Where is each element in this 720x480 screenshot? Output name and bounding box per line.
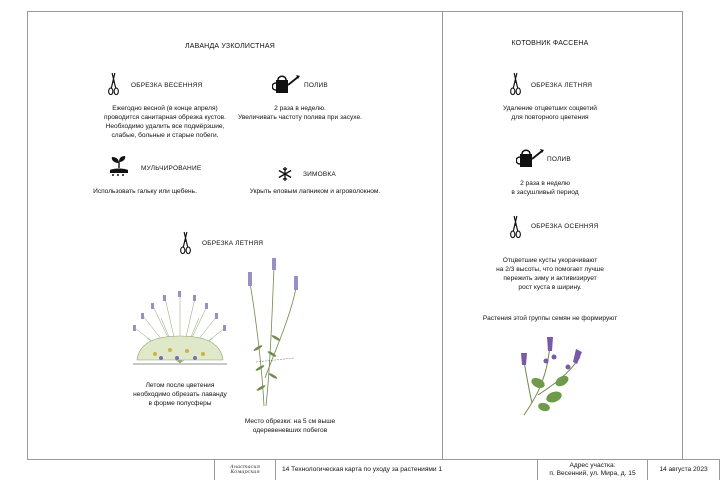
left-watering-text: 2 раза в неделю. Увеличивать частоту полива при засухе. (238, 105, 362, 121)
summer-pruning-caption-right: Место обрезки: на 5 см выше одеревеневших побегов (244, 418, 336, 434)
snowflake-icon (277, 166, 293, 182)
pruning-shears-icon (108, 72, 119, 96)
right-watering-text: 2 раза в неделю в засушливый период (511, 180, 579, 196)
lavender-sprig-illustration (236, 258, 306, 408)
sheet-date: 14 августа 2023 (647, 459, 720, 480)
pruning-shears-icon (510, 72, 521, 96)
column-divider (442, 11, 443, 459)
sprout-soil-icon (108, 154, 130, 176)
autumn-pruning-heading: ОБРЕЗКА ОСЕННЯЯ (531, 223, 599, 230)
watering-can-icon (516, 147, 544, 169)
sheet-title: 14 Технологическая карта по уходу за растениями 1 (275, 459, 537, 480)
mulching-heading: МУЛЬЧИРОВАНИЕ (141, 165, 202, 172)
right-watering-heading: ПОЛИВ (547, 156, 571, 163)
summer-pruning-heading: ОБРЕЗКА ЛЕТНЯЯ (202, 240, 264, 247)
catmint-illustration (518, 335, 590, 417)
autumn-pruning-text: Отцветшие кусты укорачивают на 2/3 высоты, что помогает лучше пережить зиму и активизирует рост куста в ширину. (496, 257, 604, 291)
wintering-heading: ЗИМОВКА (303, 171, 336, 178)
lavender-bush-illustration (125, 288, 235, 370)
pruning-shears-icon (180, 231, 191, 255)
right-summer-pruning-heading: ОБРЕЗКА ЛЕТНЯЯ (531, 82, 593, 89)
summer-pruning-caption-left: Летом после цветения необходимо обрезать лаванду в форме полусферы (133, 382, 227, 407)
spring-pruning-heading: ОБРЕЗКА ВЕСЕННЯЯ (131, 82, 203, 89)
wintering-text: Укрыть еловым лапником и агроволокном. (249, 188, 381, 195)
watering-can-icon (272, 73, 300, 95)
author-logo: Анастасия Комарская (214, 459, 275, 480)
seed-note: Растения этой группы семян не формируют (482, 315, 618, 322)
right-plant-title: КОТОВНИК ФАССЕНА (511, 40, 589, 47)
left-plant-title: ЛАВАНДА УЗКОЛИСТНАЯ (185, 43, 275, 50)
right-summer-pruning-text: Удаление отцветших соцветий для повторного цветения (503, 105, 597, 121)
spring-pruning-text: Ежегодно весной (в конце апреля) проводится санитарная обрезка кустов. Необходимо удалить все подмёрзшие, слабые, больные и старые побеги. (104, 105, 226, 139)
site-address: Адрес участка: п. Весенний, ул. Мира, д. 15 (537, 459, 647, 480)
pruning-shears-icon (510, 215, 521, 239)
mulching-text: Использовать гальку или щебень. (93, 188, 197, 195)
left-watering-heading: ПОЛИВ (304, 82, 328, 89)
